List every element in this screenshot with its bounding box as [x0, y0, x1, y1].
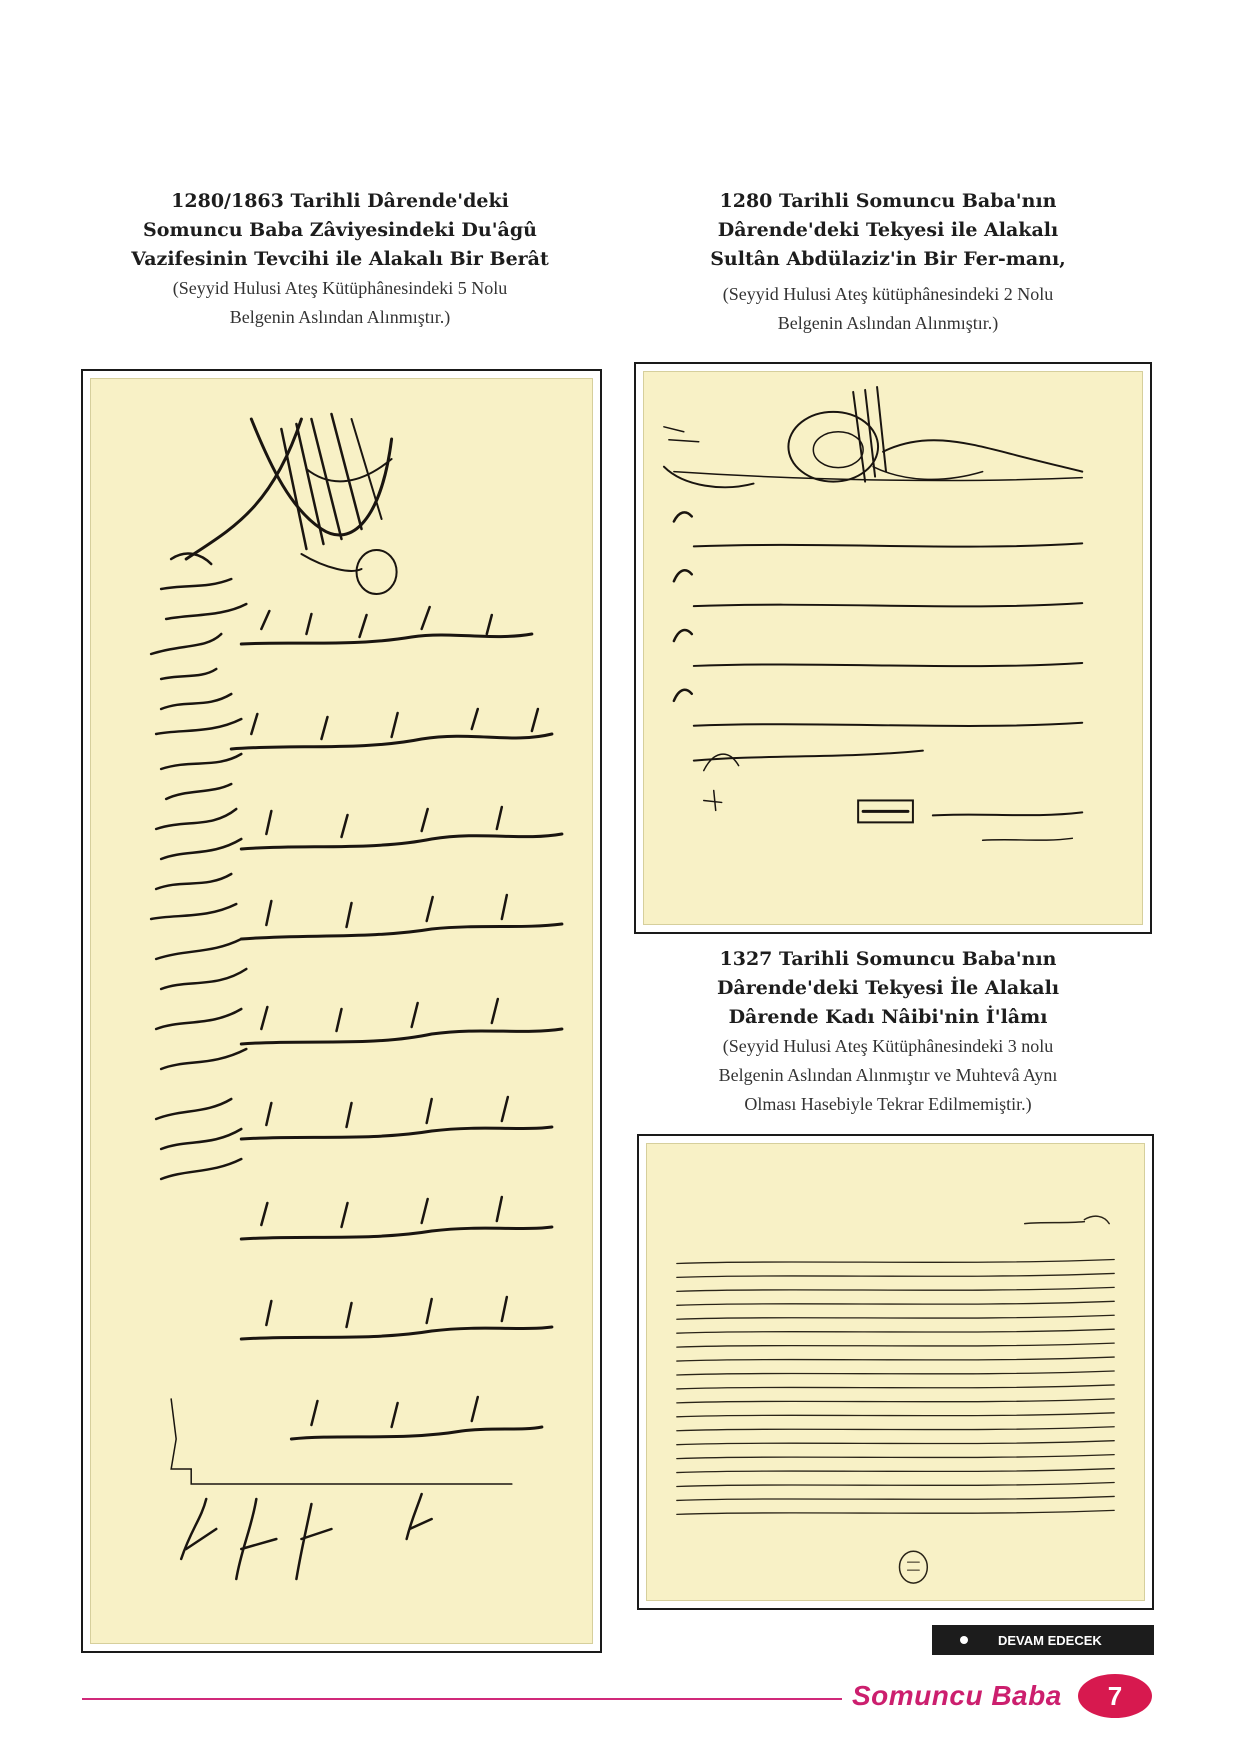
- document-1-source-line-1: (Seyyid Hulusi Ateş Kütüphânesindeki 5 Nolu: [172, 278, 508, 298]
- document-1-caption: [80, 187, 600, 332]
- document-1-title-line-3: Vazifesinin Tevcihi ile Alakalı Bir Berât: [131, 248, 549, 270]
- document-3-title-line-3: Dârende Kadı Nâibi'nin İ'lâmı: [728, 1006, 1048, 1028]
- document-2-caption: [628, 187, 1148, 338]
- document-3-title-line-2: Dârende'deki Tekyesi İle Alakalı: [716, 977, 1060, 999]
- document-3-scan: [637, 1134, 1154, 1610]
- continue-banner: [932, 1625, 1154, 1655]
- ilam-manuscript-image: [647, 1144, 1144, 1600]
- page-number-badge: 7: [1078, 1674, 1152, 1718]
- bullet-icon: [960, 1636, 968, 1644]
- footer-rule: [82, 1698, 842, 1700]
- document-1-paper: [90, 378, 593, 1644]
- document-2-title-line-1: 1280 Tarihli Somuncu Baba'nın: [719, 190, 1057, 212]
- document-2-source-line-2: Belgenin Aslından Alınmıştır.): [777, 313, 999, 333]
- document-2-source-line-1: (Seyyid Hulusi Ateş kütüphânesindeki 2 Nolu: [722, 284, 1054, 304]
- document-3-source-line-3: Olması Hasebiyle Tekrar Edilmemiştir.): [744, 1094, 1032, 1114]
- document-1-source-line-2: Belgenin Aslından Alınmıştır.): [229, 307, 451, 327]
- document-3-paper: [646, 1143, 1145, 1601]
- ferman-manuscript-image: [644, 372, 1142, 924]
- document-3-caption: [628, 945, 1148, 1119]
- document-3-source-line-2: Belgenin Aslından Alınmıştır ve Muhtevâ Aynı: [718, 1065, 1058, 1085]
- document-1-title-line-1: 1280/1863 Tarihli Dârende'deki: [171, 190, 509, 212]
- document-2-title-line-3: Sultân Abdülaziz'in Bir Fer-manı,: [710, 248, 1066, 270]
- document-3-source-line-1: (Seyyid Hulusi Ateş Kütüphânesindeki 3 nolu: [722, 1036, 1054, 1056]
- document-1-title-line-2: Somuncu Baba Zâviyesindeki Du'âgû: [143, 219, 537, 241]
- magazine-logo: Somuncu Baba: [852, 1680, 1062, 1711]
- document-2-title-line-2: Dârende'deki Tekyesi ile Alakalı: [717, 219, 1059, 241]
- berat-manuscript-image: [91, 379, 592, 1643]
- document-1-scan: [81, 369, 602, 1653]
- document-2-paper: [643, 371, 1143, 925]
- document-3-title-line-1: 1327 Tarihli Somuncu Baba'nın: [719, 948, 1057, 970]
- document-2-scan: [634, 362, 1152, 934]
- continue-label: DEVAM EDECEK: [998, 1632, 1102, 1648]
